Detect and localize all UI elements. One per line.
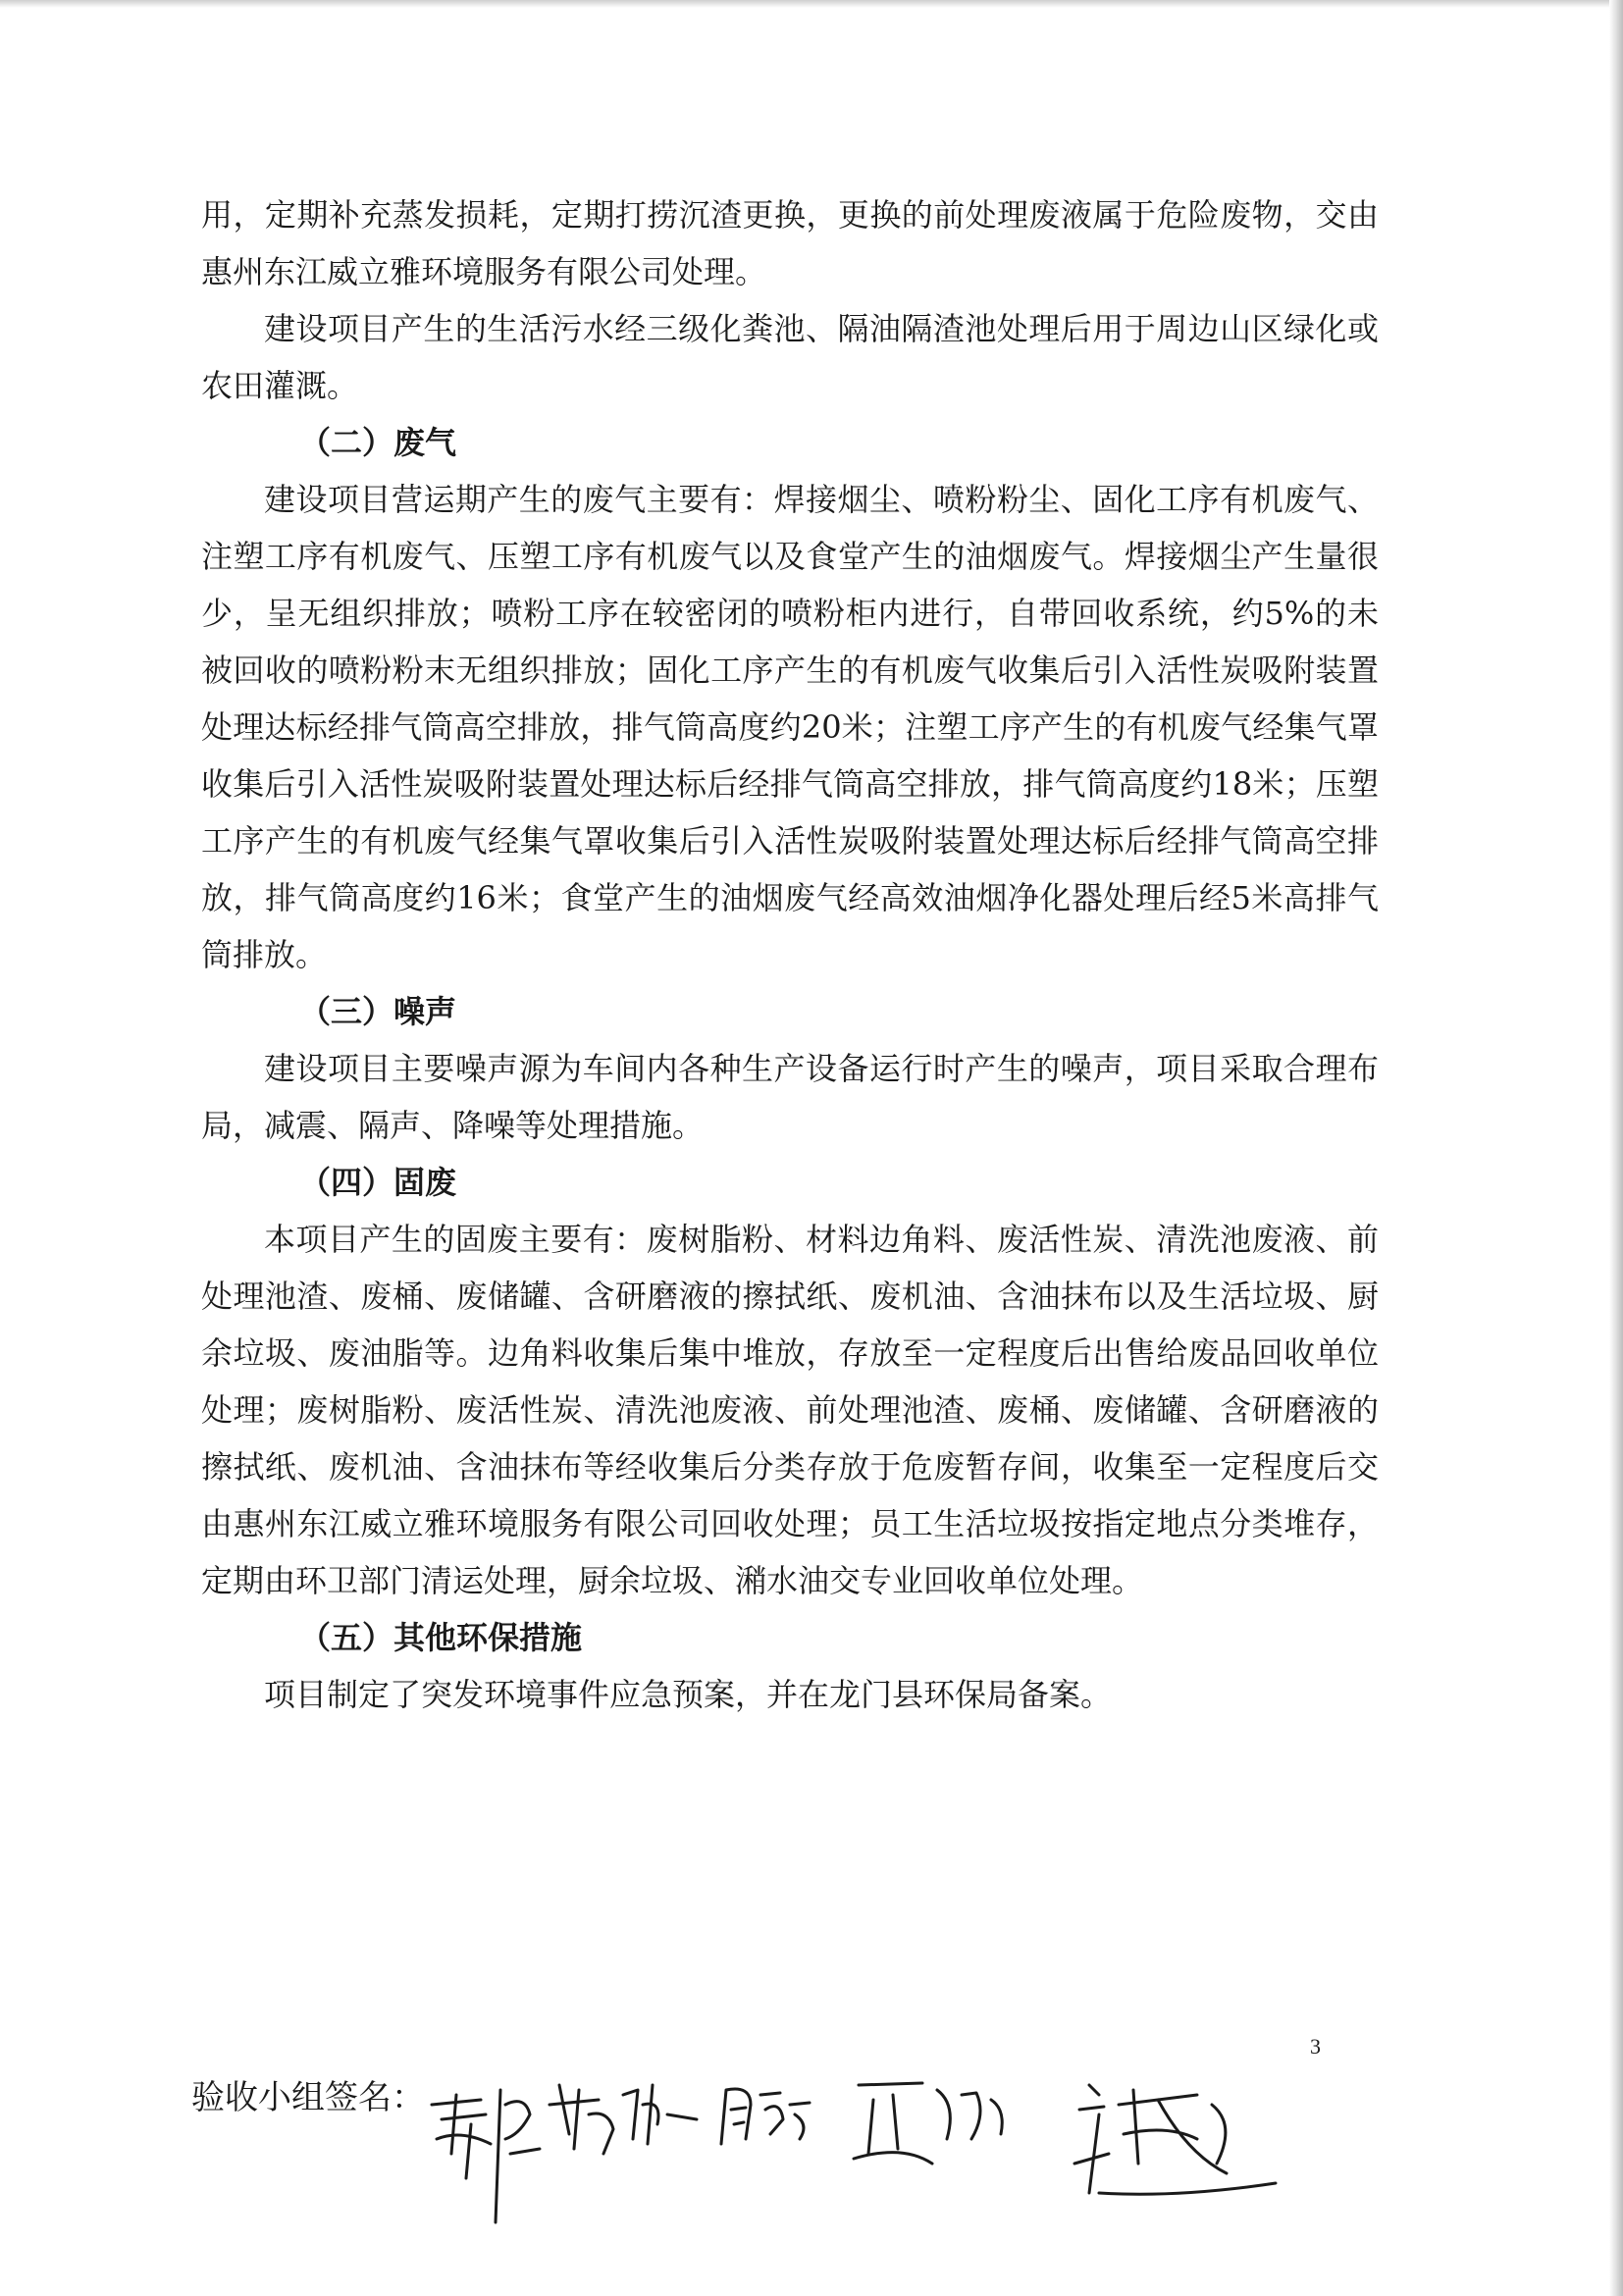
signature-1	[432, 2090, 540, 2222]
signature-label: 验收小组签名：	[191, 2078, 425, 2117]
signature-2	[550, 2085, 697, 2154]
paragraph-other-measures: 项目制定了突发环境事件应急预案，并在龙门县环保局备案。	[264, 1676, 1113, 1713]
page-number: 3	[1310, 2034, 1321, 2059]
heading-solid-waste: （四）固废	[299, 1164, 457, 1201]
signature-4	[854, 2083, 1002, 2164]
scan-top-edge	[0, 0, 1623, 8]
signature-3	[721, 2089, 810, 2144]
body-text	[201, 186, 1379, 1723]
heading-exhaust-gas: （二）废气	[299, 424, 457, 461]
scan-right-edge	[1609, 0, 1623, 2296]
heading-noise: （三）噪声	[299, 993, 457, 1030]
paragraph-solid-waste: 本项目产生的固废主要有：废树脂粉、材料边角料、废活性炭、清洗池废液、前处理池渣、废桶、废储罐、含研磨液的擦拭纸、废机油、含油抹布以及生活垃圾、厨余垃圾、废油脂等。边角料收集后集中堆放，存放至一定程度后出售给废品回收单位处理；废树脂粉、废活性炭、清洗池废液、前处理池渣、废桶、废储罐、含研磨液的擦拭纸、废机油、含油抹布等经收集后分类存放于危废暂存间，收集至一定程度后交由惠州东江威立雅环境服务有限公司回收处理；员工生活垃圾按指定地点分类堆存，定期由环卫部门清运处理，厨余垃圾、潲水油交专业回收单位处理。	[201, 1221, 1379, 1599]
paragraph-wastewater: 建设项目产生的生活污水经三级化粪池、隔油隔渣池处理后用于周边山区绿化或农田灌溉。	[201, 310, 1379, 404]
signature-5	[1074, 2085, 1276, 2194]
signature-area	[412, 2046, 1315, 2232]
heading-other-measures: （五）其他环保措施	[299, 1619, 583, 1656]
paragraph-noise: 建设项目主要噪声源为车间内各种生产设备运行时产生的噪声，项目采取合理布局，减震、隔声、降噪等处理措施。	[201, 1050, 1379, 1144]
paragraph-exhaust-gas: 建设项目营运期产生的废气主要有：焊接烟尘、喷粉粉尘、固化工序有机废气、注塑工序有机废气、压塑工序有机废气以及食堂产生的油烟废气。焊接烟尘产生量很少，呈无组织排放；喷粉工序在较密闭的喷粉柜内进行，自带回收系统，约5%的未被回收的喷粉粉末无组织排放；固化工序产生的有机废气收集后引入活性炭吸附装置处理达标经排气筒高空排放，排气筒高度约20米；注塑工序产生的有机废气经集气罩收集后引入活性炭吸附装置处理达标后经排气筒高空排放，排气筒高度约18米；压塑工序产生的有机废气经集气罩收集后引入活性炭吸附装置处理达标后经排气筒高空排放，排气筒高度约16米；食堂产生的油烟废气经高效油烟净化器处理后经5米高排气筒排放。	[201, 481, 1379, 973]
paragraph-continued: 用，定期补充蒸发损耗，定期打捞沉渣更换，更换的前处理废液属于危险废物，交由惠州东江威立雅环境服务有限公司处理。	[201, 196, 1379, 290]
